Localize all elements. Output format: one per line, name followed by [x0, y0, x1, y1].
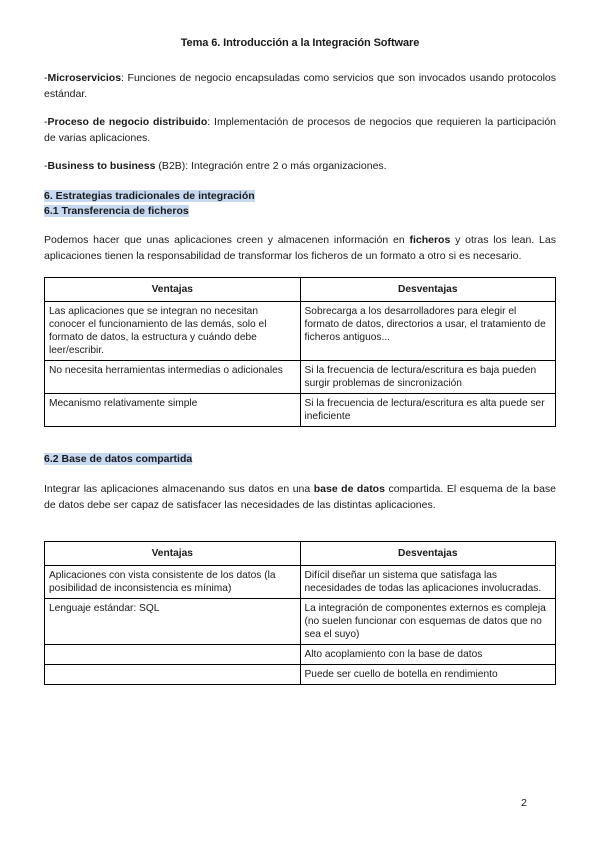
table-cell: Las aplicaciones que se integran no necesitan conocer el funcionamiento de las demás, solo el formato de datos, la estructura y cuándo debe leer/escribir.	[45, 302, 301, 361]
table-cell	[45, 645, 301, 665]
table-header-row	[45, 278, 556, 302]
intro-text-b: compartida. El esquema de la base de datos debe ser capaz de satisfacer las necesidades de las distintas aplicaciones.	[44, 483, 557, 511]
section-6-2-heading	[44, 452, 192, 466]
section-6-heading-text: 6. Estrategias tradicionales de integración	[44, 190, 255, 202]
intro-text-a: Integrar las aplicaciones almacenando sus datos en una	[44, 483, 314, 495]
table-row	[45, 665, 556, 685]
intro-text-b: y otras los lean. Las aplicaciones tienen la responsabilidad de transformar los ficheros de un formato a otro si es necesario.	[44, 234, 556, 262]
header-ventajas: Ventajas	[45, 542, 301, 566]
table-cell: No necesita herramientas intermedias o adicionales	[45, 361, 301, 394]
table-row	[45, 645, 556, 665]
table-cell: Puede ser cuello de botella en rendimiento	[300, 665, 556, 685]
table-ficheros	[44, 277, 556, 427]
table-cell: Difícil diseñar un sistema que satisfaga las necesidades de todas las aplicaciones involucradas.	[300, 566, 556, 599]
definition-punct: :	[207, 116, 211, 128]
page-title: Tema 6. Introducción a la Integración Software	[180, 37, 420, 49]
table-row	[45, 361, 556, 394]
table-base-datos	[44, 541, 556, 685]
table-row	[45, 394, 556, 427]
table-cell	[45, 665, 301, 685]
header-desventajas: Desventajas	[300, 278, 556, 302]
definition-text: Implementación de procesos de negocios que requieren la participación de varias aplicaciones.	[44, 116, 557, 144]
definition-term: Microservicios	[47, 72, 122, 84]
header-ventajas: Ventajas	[45, 278, 301, 302]
section-6-2-heading-text: 6.2 Base de datos compartida	[44, 453, 193, 465]
table-row	[45, 599, 556, 645]
intro-text-a: Podemos hacer que unas aplicaciones creen y almacenen información en	[44, 234, 410, 246]
table-cell: Alto acoplamiento con la base de datos	[300, 645, 556, 665]
intro-bold: base de datos	[313, 483, 385, 495]
definition-text: (B2B): Integración entre 2 o más organizaciones.	[155, 160, 387, 172]
table-cell: Mecanismo relativamente simple	[45, 394, 301, 427]
section-6-1-heading	[44, 204, 189, 218]
table-cell: La integración de componentes externos es compleja (no suelen funcionar con esquemas de datos que no sea el suyo)	[300, 599, 556, 645]
section-6-1-intro	[44, 232, 556, 264]
definition-term: Proceso de negocio distribuido	[47, 116, 208, 128]
table-cell: Si la frecuencia de lectura/escritura es alta puede ser ineficiente	[300, 394, 556, 427]
page-number: 2	[521, 797, 527, 809]
definition-b2b: -Business to business (B2B): Integración entre 2 o más organizaciones.	[44, 160, 387, 172]
section-6-heading	[44, 189, 255, 203]
table-header-row	[45, 542, 556, 566]
table-cell: Si la frecuencia de lectura/escritura es baja pueden surgir problemas de sincronización	[300, 361, 556, 394]
definition-punct: :	[121, 72, 124, 84]
table-cell: Aplicaciones con vista consistente de los datos (la posibilidad de inconsistencia es mínima)	[45, 566, 301, 599]
definition-text: Funciones de negocio encapsuladas como servicios que son invocados usando protocolos estándar.	[44, 72, 556, 100]
definition-proceso-negocio: -Proceso de negocio distribuido: Implementación de procesos de negocios que requieren la participación de varias aplicaciones.	[44, 116, 557, 144]
intro-bold: ficheros	[409, 234, 451, 246]
section-6-1-heading-text: 6.1 Transferencia de ficheros	[44, 205, 189, 217]
table-row	[45, 566, 556, 599]
table-cell: Sobrecarga a los desarrolladores para elegir el formato de datos, directorios a usar, el tratamiento de ficheros antiguos...	[300, 302, 556, 361]
definition-microservicios: -Microservicios: Funciones de negocio encapsuladas como servicios que son invocados usando protocolos estándar.	[44, 72, 556, 100]
table-cell: Lenguaje estándar: SQL	[45, 599, 301, 645]
definition-term: Business to business	[47, 160, 156, 172]
header-desventajas: Desventajas	[300, 542, 556, 566]
section-6-2-intro	[44, 481, 556, 513]
table-row	[45, 302, 556, 361]
